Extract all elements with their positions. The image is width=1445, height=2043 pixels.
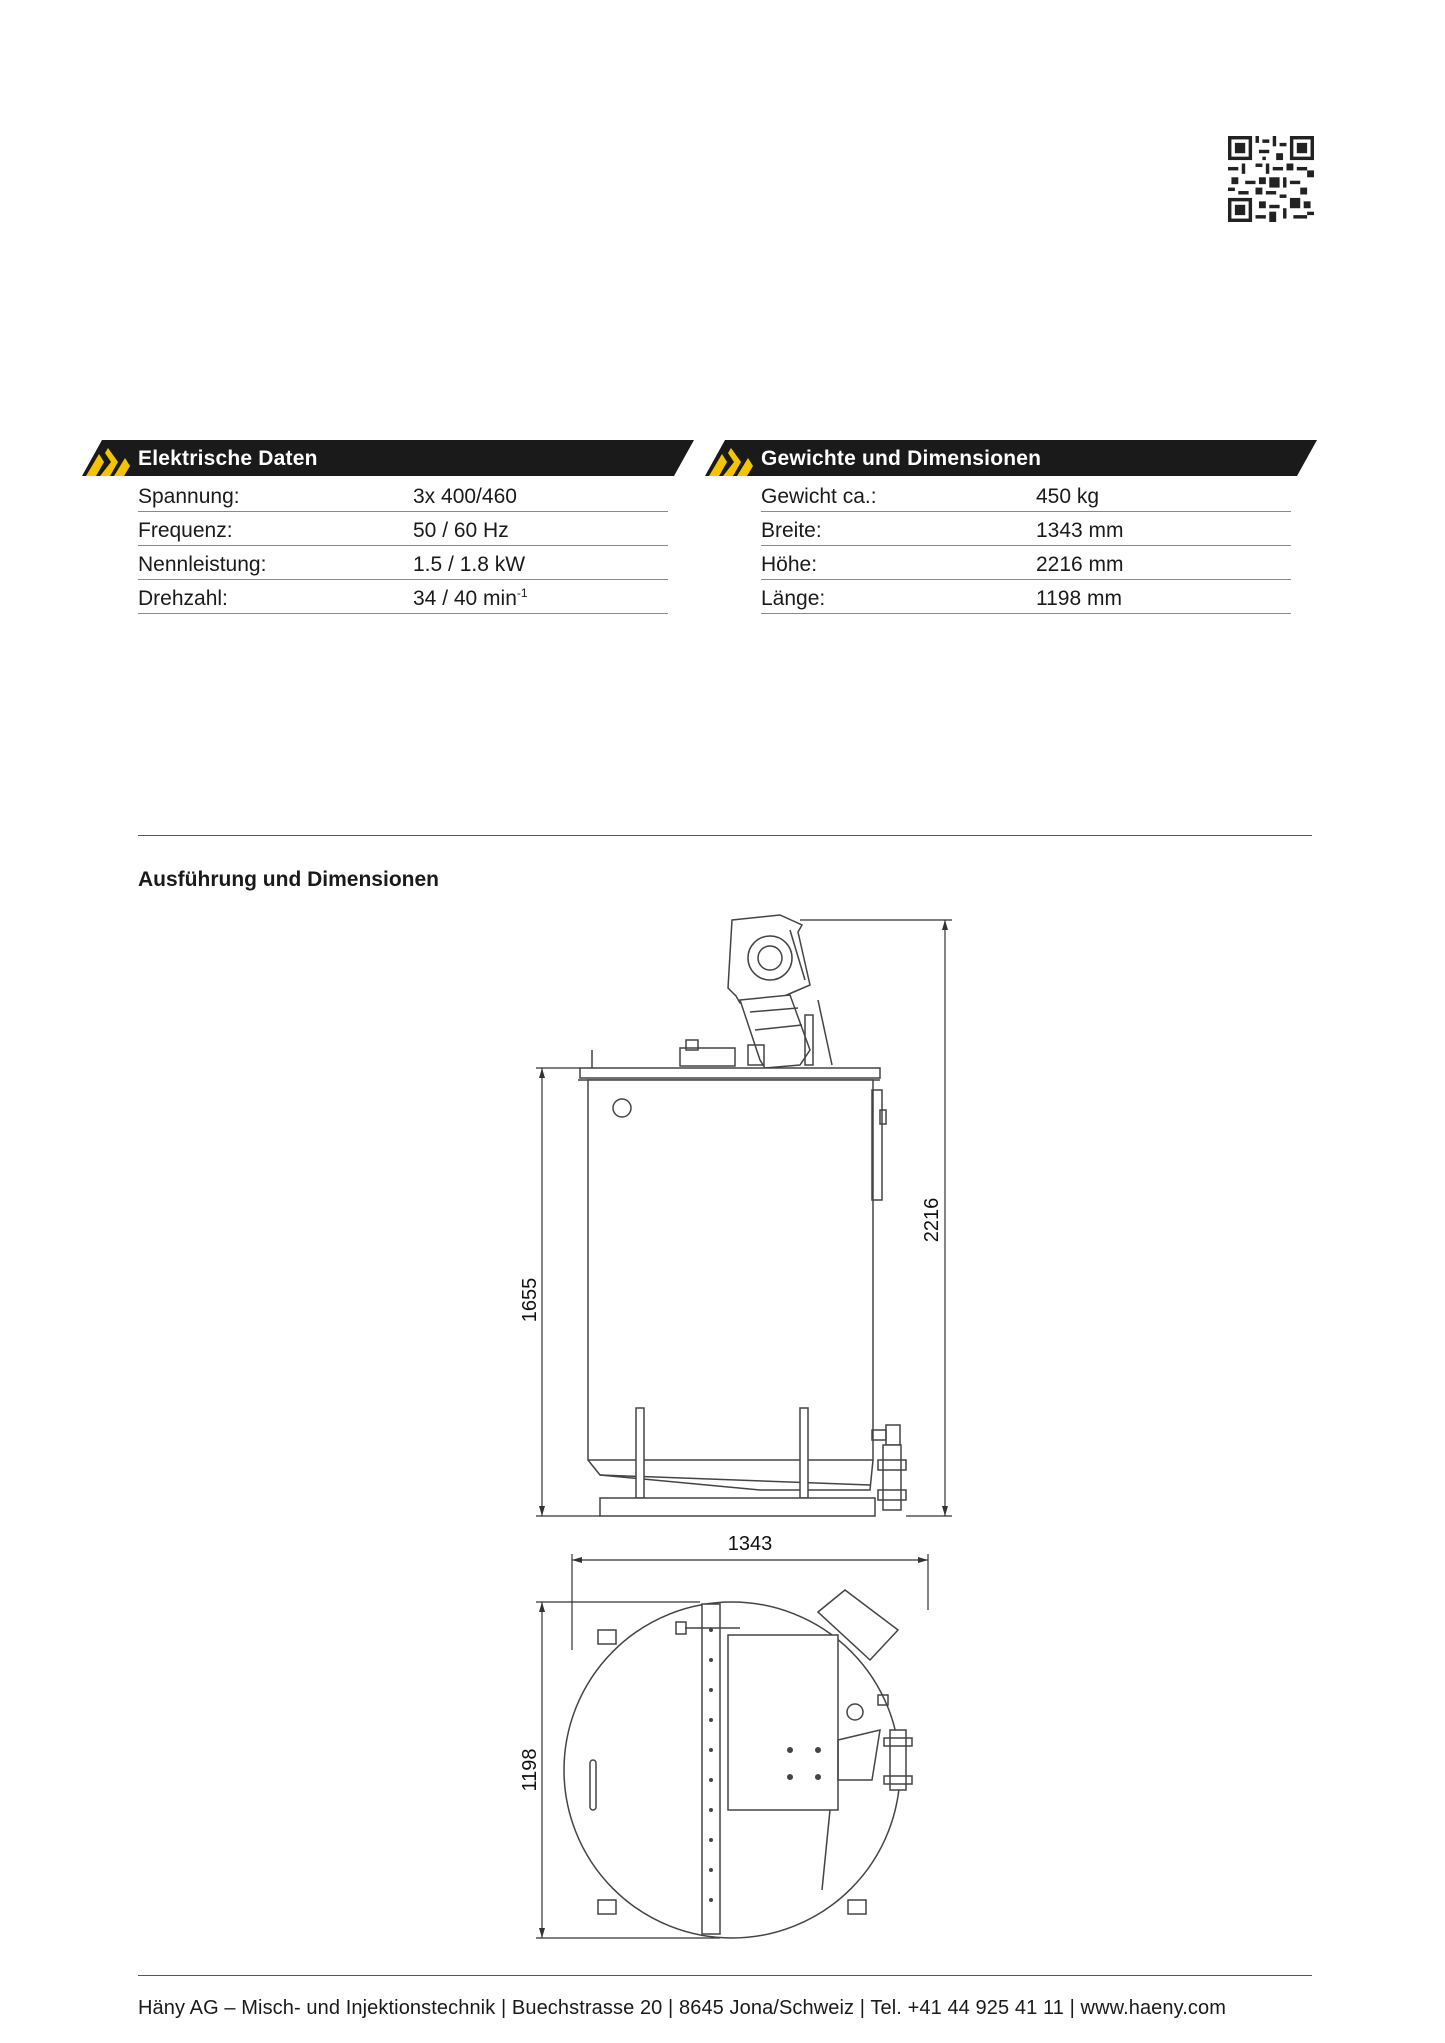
section-divider [138, 835, 1312, 836]
row-label: Nennleistung: [138, 553, 267, 576]
footer-contact: Häny AG – Misch- und Injektionstechnik | Buechstrasse 20 | 8645 Jona/Schweiz | Tel. +41 44 925 41 11 | www.haeny.com [138, 1997, 1226, 2019]
height-1655-label: 1655 [519, 1277, 541, 1323]
row-value [413, 586, 528, 611]
length-1198-label: 1198 [519, 1748, 541, 1792]
electrical-data-header [82, 440, 687, 476]
dimensions-table [705, 440, 1310, 614]
row-value: 1343 mm [1036, 519, 1124, 542]
height-2216-label: 2216 [921, 1197, 943, 1243]
table-row [761, 546, 1291, 580]
technical-drawing [500, 900, 960, 1940]
electrical-data-table [82, 440, 687, 614]
table-row [138, 476, 668, 512]
dimensions-title: Gewichte und Dimensionen [761, 447, 1042, 470]
row-label: Länge: [761, 587, 826, 610]
table-row [761, 512, 1291, 546]
row-value-text: 34 / 40 min [413, 587, 517, 610]
qr-code [1228, 136, 1314, 222]
table-row [138, 546, 668, 580]
top-view [536, 1554, 928, 1938]
row-label: Breite: [761, 519, 822, 542]
row-label: Höhe: [761, 553, 818, 576]
width-1343-label: 1343 [727, 1533, 773, 1555]
side-view [536, 915, 952, 1516]
row-value: 1198 mm [1036, 587, 1122, 610]
table-row [761, 580, 1291, 614]
electrical-data-title: Elektrische Daten [138, 447, 318, 470]
row-value: 50 / 60 Hz [413, 519, 509, 542]
row-label: Frequenz: [138, 519, 233, 542]
footer-divider [138, 1975, 1312, 1976]
row-label: Spannung: [138, 485, 240, 508]
table-row [138, 512, 668, 546]
row-value: 2216 mm [1036, 553, 1124, 576]
row-value-superscript: -1 [516, 586, 528, 600]
dimensions-header [705, 440, 1310, 476]
row-value: 450 kg [1036, 485, 1100, 508]
table-row [138, 580, 668, 614]
row-value: 3x 400/460 [413, 485, 517, 508]
row-label: Gewicht ca.: [761, 485, 877, 508]
table-row [761, 476, 1291, 512]
section-title: Ausführung und Dimensionen [138, 868, 439, 891]
row-value: 1.5 / 1.8 kW [413, 553, 526, 576]
row-label: Drehzahl: [138, 587, 228, 610]
